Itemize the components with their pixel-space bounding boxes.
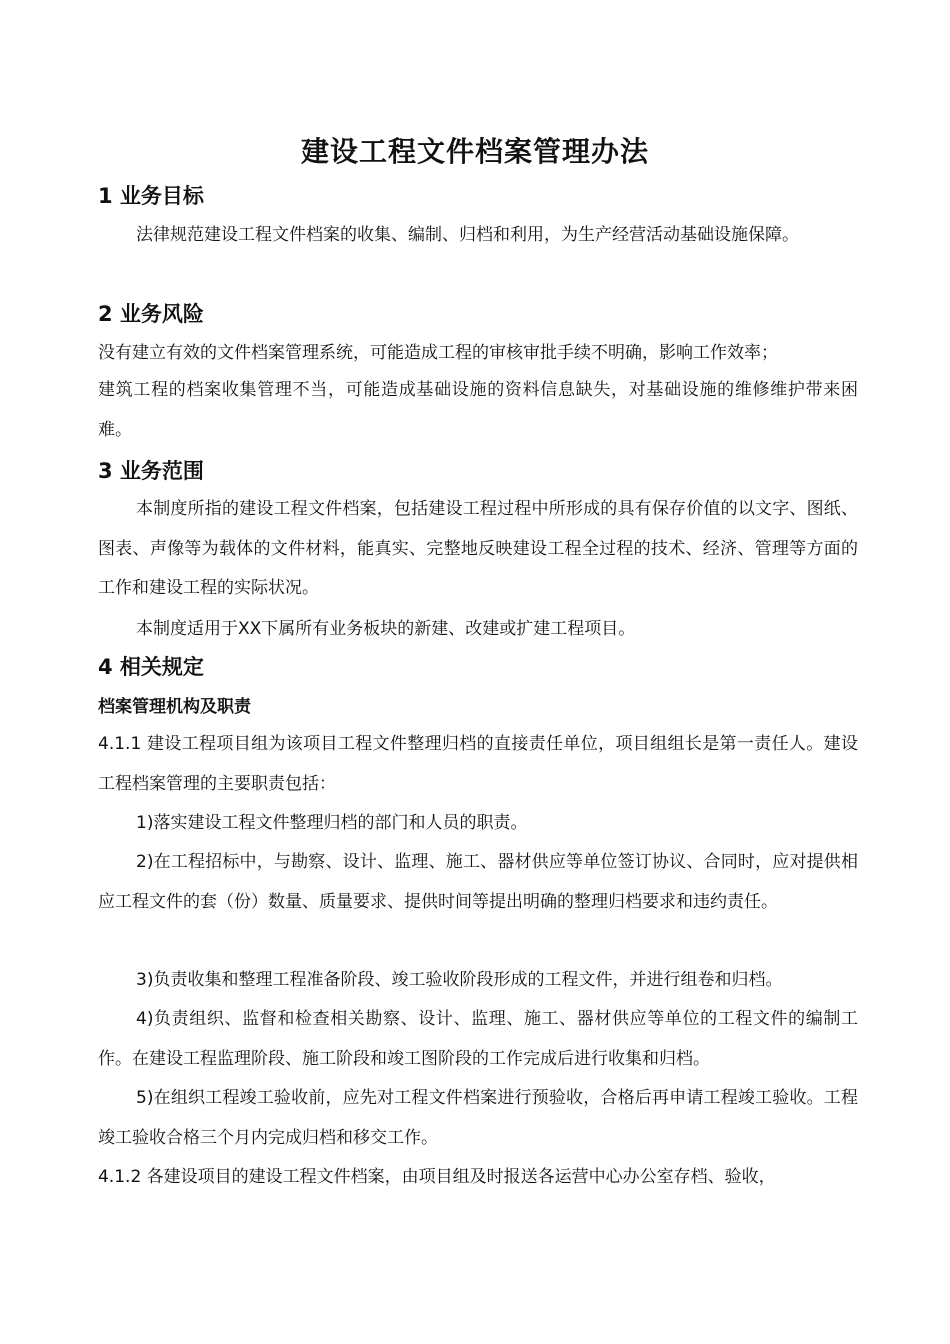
duty-item-4: 4)负责组织、监督和检查相关勘察、设计、监理、施工、器材供应等单位的工程文件的编制工作。在建设工程监理阶段、施工阶段和竣工图阶段的工作完成后进行收集和归档。: [98, 1009, 858, 1069]
section-heading-business-risk: 2 业务风险: [98, 302, 204, 326]
paragraph-scope-1: 本制度所指的建设工程文件档案，包括建设工程过程中所形成的具有保存价值的以文字、图纸、图表、声像等为载体的文件材料，能真实、完整地反映建设工程全过程的技术、经济、管理等方面的工作和建设工程的实际状况。: [98, 499, 858, 599]
paragraph-business-goal: 法律规范建设工程文件档案的收集、编制、归档和利用，为生产经营活动基础设施保障。: [136, 225, 799, 245]
paragraph-risk-1: 没有建立有效的文件档案管理系统，可能造成工程的审核审批手续不明确，影响工作效率；: [98, 343, 778, 363]
section-heading-regulations: 4 相关规定: [98, 655, 204, 679]
page-title: 建设工程文件档案管理办法: [300, 135, 649, 168]
clause-4-1-2: 4.1.2 各建设项目的建设工程文件档案，由项目组及时报送各运营中心办公室存档、验收，: [98, 1167, 776, 1187]
duty-item-1: 1)落实建设工程文件整理归档的部门和人员的职责。: [136, 813, 528, 833]
section-heading-business-scope: 3 业务范围: [98, 459, 204, 483]
duty-item-3: 3)负责收集和整理工程准备阶段、竣工验收阶段形成的工程文件，并进行组卷和归档。: [136, 970, 783, 990]
duty-item-2: 2)在工程招标中，与勘察、设计、监理、施工、器材供应等单位签订协议、合同时，应对提供相应工程文件的套（份）数量、质量要求、提供时间等提出明确的整理归档要求和违约责任。: [98, 852, 858, 912]
paragraph-scope-2: 本制度适用于XX下属所有业务板块的新建、改建或扩建工程项目。: [136, 619, 636, 639]
section-heading-business-goal: 1 业务目标: [98, 184, 204, 208]
subsection-heading-archive-org: 档案管理机构及职责: [98, 697, 251, 717]
clause-4-1-1: 4.1.1 建设工程项目组为该项目工程文件整理归档的直接责任单位，项目组组长是第一责任人。建设工程档案管理的主要职责包括：: [98, 734, 858, 794]
duty-item-5: 5)在组织工程竣工验收前，应先对工程文件档案进行预验收，合格后再申请工程竣工验收。工程竣工验收合格三个月内完成归档和移交工作。: [98, 1088, 858, 1148]
paragraph-risk-2: 建筑工程的档案收集管理不当，可能造成基础设施的资料信息缺失，对基础设施的维修维护带来困难。: [98, 380, 858, 440]
